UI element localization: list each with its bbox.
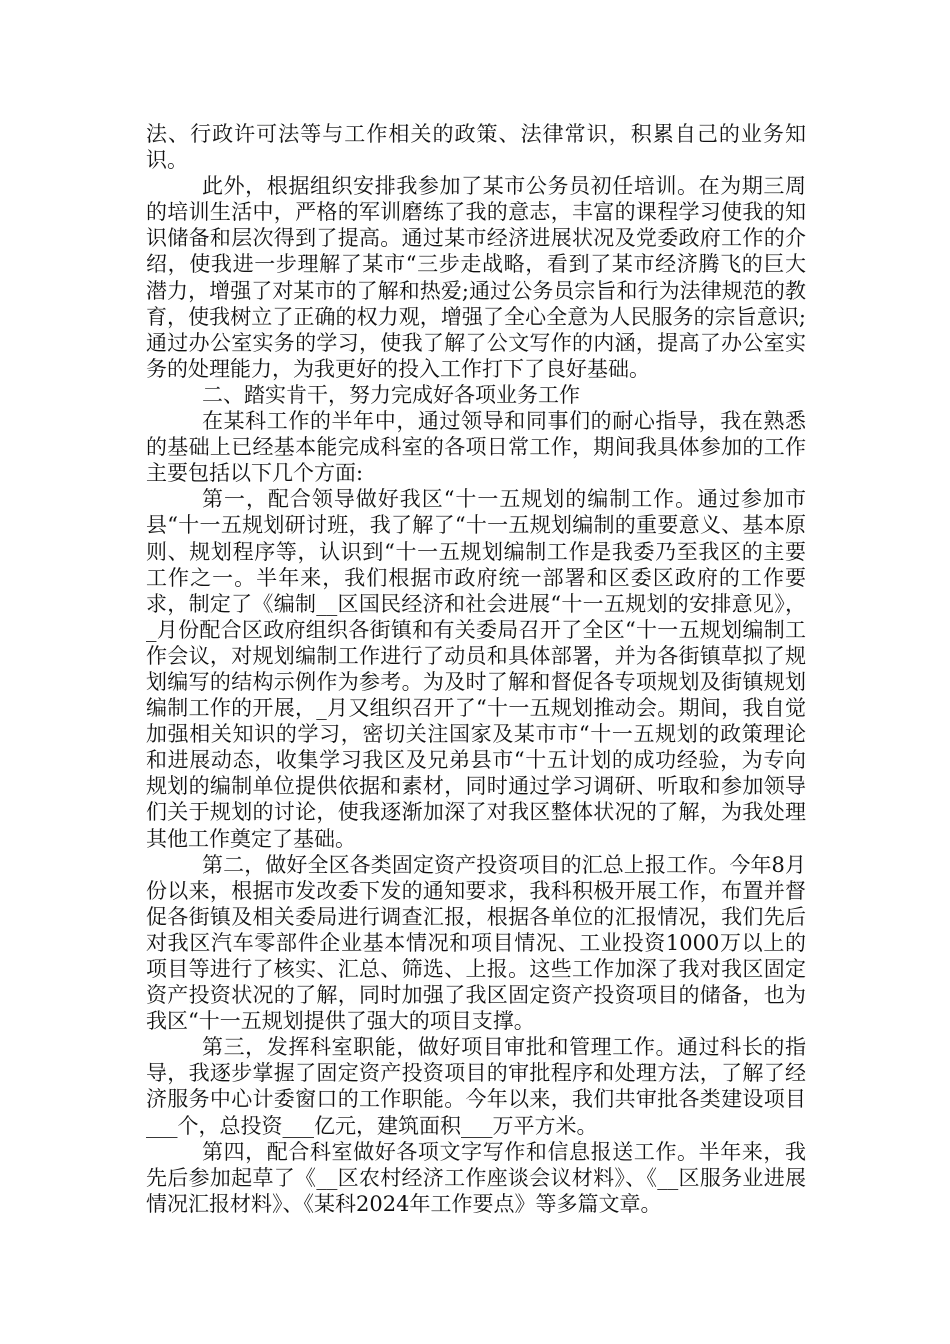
paragraph-third: 第三，发挥科室职能，做好项目审批和管理工作。通过科长的指导，我逐步掌握了固定资产投资项目的审批程序和处理方法，了解了经济服务中心计委窗口的工作职能。今年以来，我们共审批各类建设项目___个，总投资___亿元，建筑面积___万平方米。 <box>146 1035 806 1138</box>
paragraph-fourth: 第四，配合科室做好各项文字写作和信息报送工作。半年来，我先后参加起草了《__区农村经济工作座谈会议材料》、《__区服务业进展情况汇报材料》、《某科2024年工作要点》等多篇文章。 <box>146 1139 806 1216</box>
paragraph-intro: 在某科工作的半年中，通过领导和同事们的耐心指导，我在熟悉的基础上已经基本能完成科室的各项日常工作，期间我具体参加的工作主要包括以下几个方面: <box>146 409 806 486</box>
document-body <box>146 121 806 1217</box>
paragraph-second: 第二，做好全区各类固定资产投资项目的汇总上报工作。今年8月份以来，根据市发改委下发的通知要求，我科积极开展工作，布置并督促各街镇及相关委局进行调查汇报，根据各单位的汇报情况，我们先后对我区汽车零部件企业基本情况和项目情况、工业投资1000万以上的项目等进行了核实、汇总、筛选、上报。这些工作加深了我对我区固定资产投资状况的了解，同时加强了我区固定资产投资项目的储备，也为我区“十一五规划提供了强大的项目支撑。 <box>146 852 806 1034</box>
section-heading: 二、踏实肯干，努力完成好各项业务工作 <box>202 382 580 407</box>
paragraph-training: 此外，根据组织安排我参加了某市公务员初任培训。在为期三周的培训生活中，严格的军训磨练了我的意志，丰富的课程学习使我的知识储备和层次得到了提高。通过某市经济进展状况及党委政府工作的介绍，使我进一步理解了某市“三步走战略，看到了某市经济腾飞的巨大潜力，增强了对某市的了解和热爱;通过公务员宗旨和行为法律规范的教育，使我树立了正确的权力观，增强了全心全意为人民服务的宗旨意识;通过办公室实务的学习，使我了解了公文写作的内涵，提高了办公室实务的处理能力，为我更好的投入工作打下了良好基础。 <box>146 174 806 381</box>
paragraph-first: 第一，配合领导做好我区“十一五规划的编制工作。通过参加市县“十一五规划研讨班，我了解了“十一五规划编制的重要意义、基本原则、规划程序等，认识到“十一五规划编制工作是我委乃至我区的主要工作之一。半年来，我们根据市政府统一部署和区委区政府的工作要求，制定了《编制__区国民经济和社会进展“十一五规划的安排意见》， _月份配合区政府组织各街镇和有关委局召开了全区“十一五规划编制工作会议，对规划编制工作进行了动员和具体部署，并为各街镇草拟了规划编写的结构示例作为参考。为及时了解和督促各专项规划及街镇规划编制工作的开展，_月又组织召开了“十一五规划推动会。期间，我自觉加强相关知识的学习，密切关注国家及某市市“十一五规划的政策理论和进展动态，收集学习我区及兄弟县市“十五计划的成功经验，为专向规划的编制单位提供依据和素材，同时通过学习调研、听取和参加领导们关于规划的讨论，使我逐渐加深了对我区整体状况的了解，为我处理其他工作奠定了基础。 <box>146 487 806 851</box>
paragraph-continuation: 法、行政许可法等与工作相关的政策、法律常识，积累自己的业务知识。 <box>146 122 806 173</box>
